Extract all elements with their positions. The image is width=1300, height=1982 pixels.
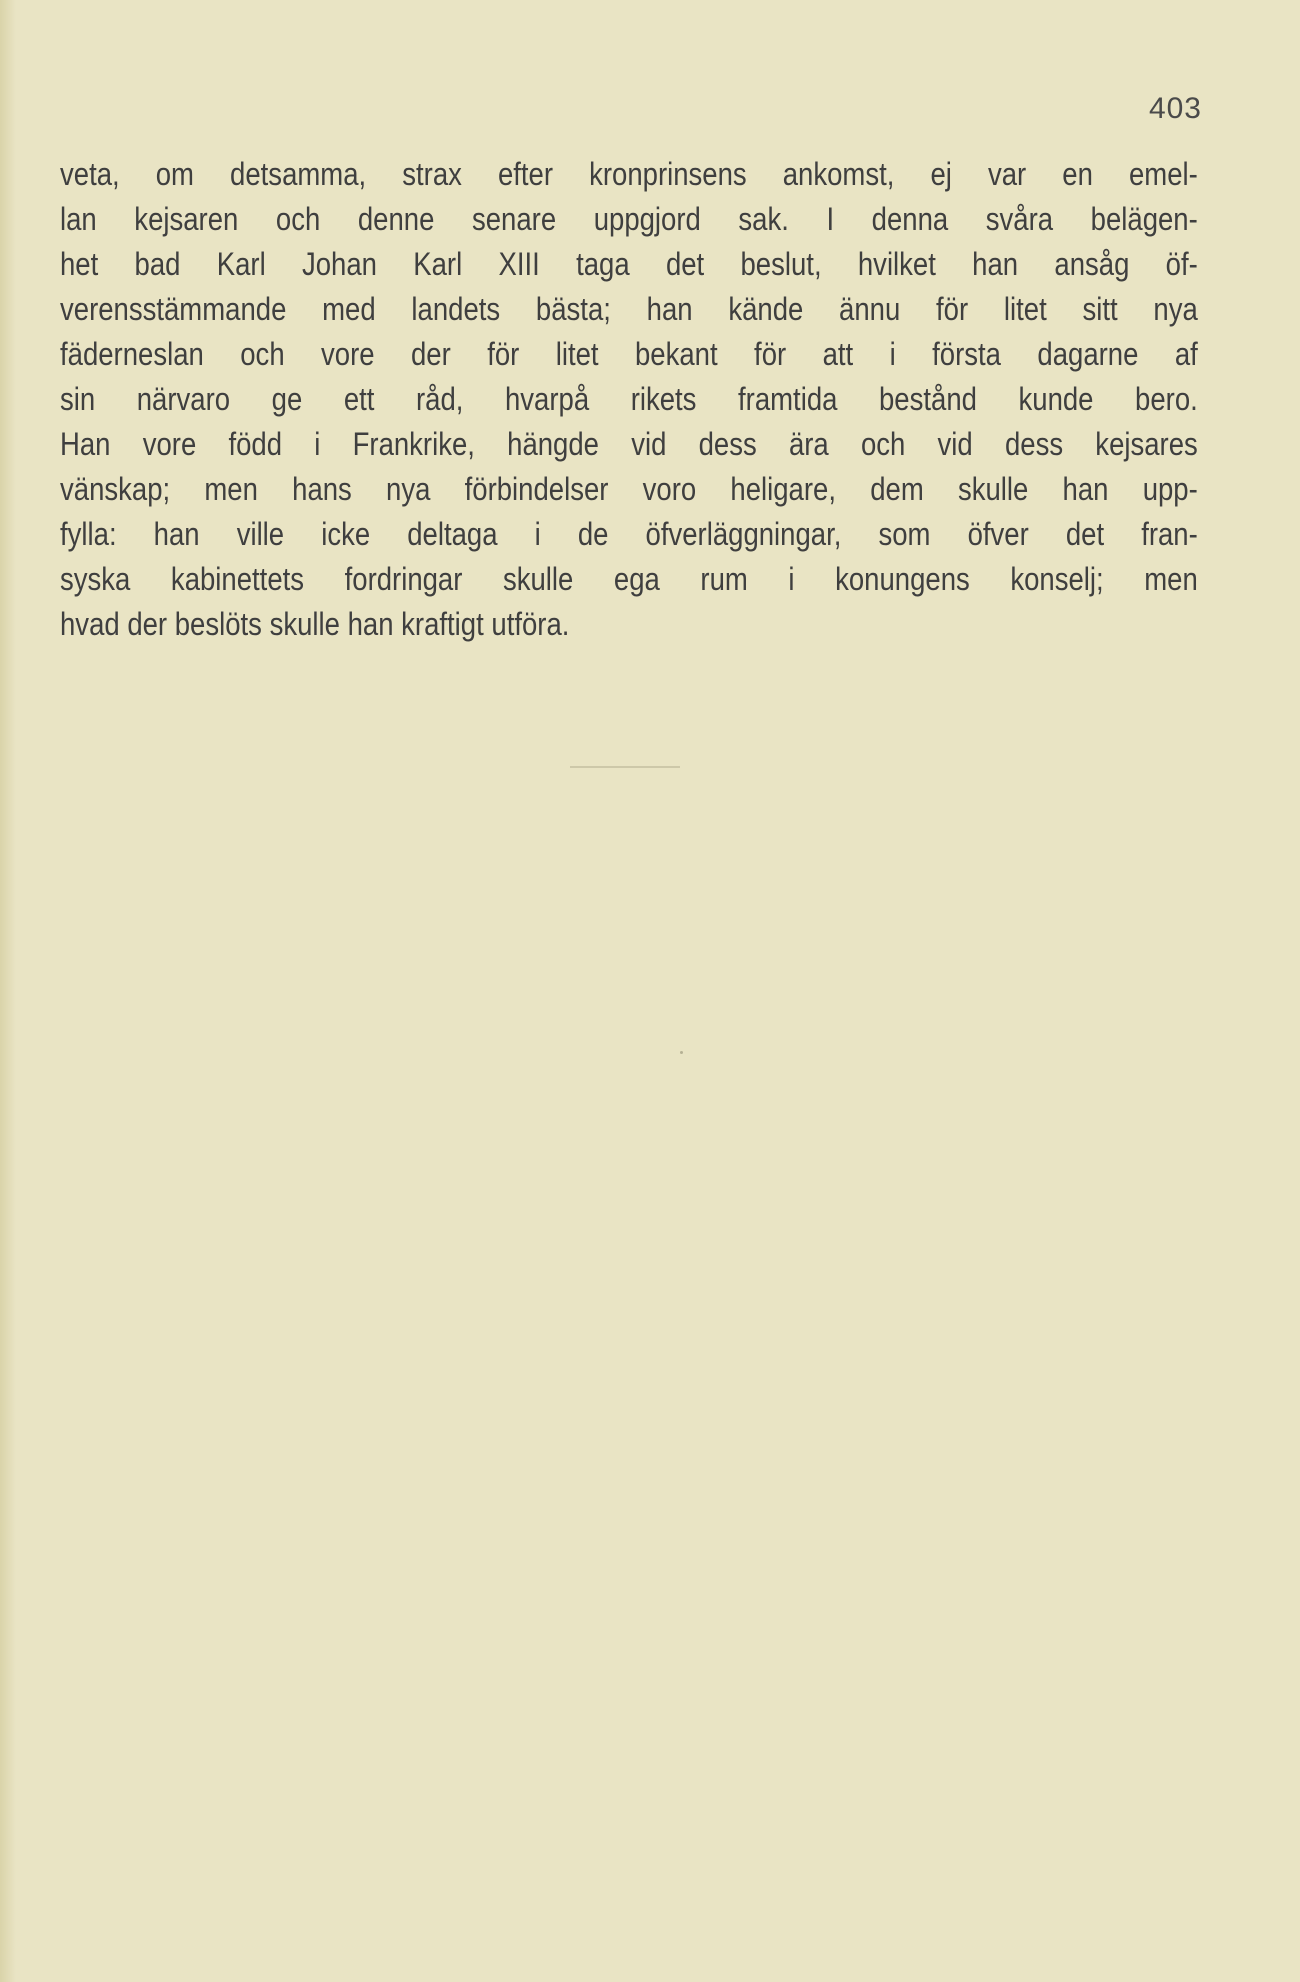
text-line: hvad der beslöts skulle han kraftigt utföra. — [60, 606, 570, 642]
text-line: lan kejsaren och denne senare uppgjord sak. I denna svåra belägen- — [60, 201, 1198, 237]
text-line: sin närvaro ge ett råd, hvarpå rikets framtida bestånd kunde bero. — [60, 381, 1198, 417]
text-line: Han vore född i Frankrike, hängde vid dess ära och vid dess kejsares — [60, 426, 1198, 462]
text-line: veta, om detsamma, strax efter kronprinsens ankomst, ej var en emel- — [60, 156, 1198, 192]
paper-speck — [680, 1051, 683, 1054]
text-line: syska kabinettets fordringar skulle ega rum i konungens konselj; men — [60, 561, 1198, 597]
page-number: 403 — [1148, 92, 1202, 125]
text-line: fäderneslan och vore der för litet bekant för att i första dagarne af — [60, 336, 1198, 372]
text-line: verensstämmande med landets bästa; han kände ännu för litet sitt nya — [60, 291, 1198, 327]
text-line: vänskap; men hans nya förbindelser voro heligare, dem skulle han upp- — [60, 471, 1198, 507]
text-line: fylla: han ville icke deltaga i de öfverläggningar, som öfver det fran- — [60, 516, 1198, 552]
body-text — [60, 152, 1198, 647]
text-line: het bad Karl Johan Karl XIII taga det beslut, hvilket han ansåg öf- — [60, 246, 1198, 282]
page-edge-shadow — [0, 0, 16, 1982]
paper-mark — [570, 766, 680, 768]
